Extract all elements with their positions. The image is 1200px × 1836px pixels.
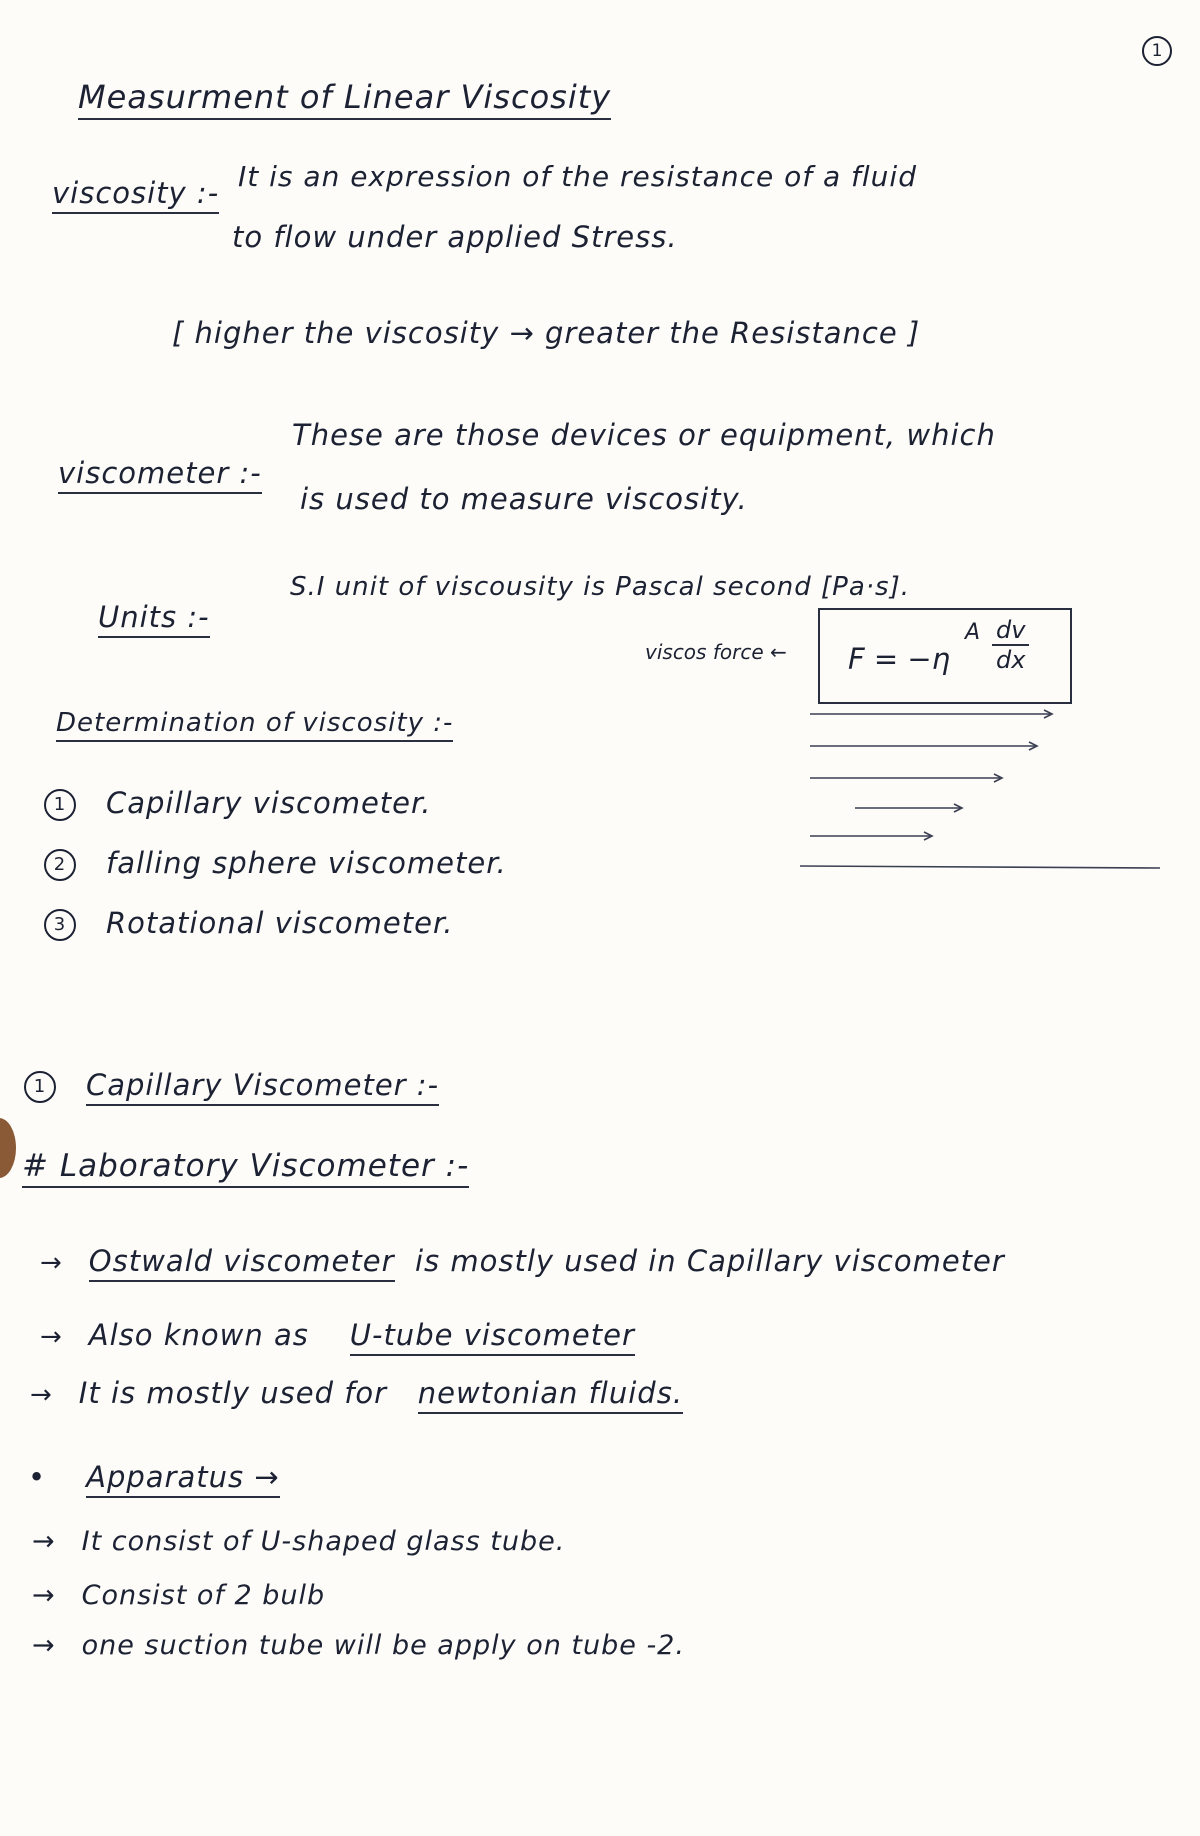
binder-hole-mark [0, 1118, 16, 1178]
point-lead: Ostwald viscometer [89, 1244, 395, 1282]
capillary-point-2 [40, 1318, 635, 1352]
capillary-point-1 [40, 1244, 1005, 1278]
arrow-marker: → [40, 1248, 63, 1278]
point-lead: It is mostly used for [78, 1376, 388, 1410]
determination-item-2 [44, 846, 507, 881]
formula-numerator: dv [992, 616, 1029, 646]
apparatus-heading-row [28, 1460, 280, 1494]
viscometer-line-2: is used to measure viscosity. [300, 482, 748, 516]
formula-denominator: dx [996, 646, 1026, 674]
point-rest: newtonian fluids. [418, 1376, 683, 1414]
viscometer-line-1: These are those devices or equipment, which [292, 418, 996, 452]
item-text: falling sphere viscometer. [106, 846, 507, 880]
item-number: 2 [44, 849, 76, 881]
arrow-marker: → [32, 1580, 56, 1611]
apparatus-item-3 [32, 1630, 685, 1661]
viscosity-term: viscosity :- [52, 176, 219, 214]
arrow-marker: → [32, 1630, 56, 1661]
units-term: Units :- [98, 600, 210, 638]
apparatus-item-2 [32, 1580, 325, 1611]
item-text: It consist of U-shaped glass tube. [81, 1526, 566, 1557]
item-number: 1 [44, 789, 76, 821]
units-text: S.I unit of viscousity is Pascal second [Pa·s]. [290, 572, 910, 602]
arrow-marker: → [40, 1322, 63, 1352]
item-text: Consist of 2 bulb [81, 1580, 326, 1611]
flow-layers-sketch [800, 700, 1180, 880]
capillary-point-3 [30, 1376, 683, 1410]
point-lead: Also known as [88, 1318, 309, 1352]
section-title: Capillary Viscometer :- [86, 1068, 439, 1106]
determination-item-3 [44, 906, 453, 941]
viscosity-line-2: to flow under applied Stress. [232, 220, 678, 254]
section-number: 1 [24, 1071, 56, 1103]
arrow-marker: → [32, 1526, 56, 1557]
point-rest: is mostly used in Capillary viscometer [414, 1244, 1005, 1278]
formula-main: F = −η [848, 642, 951, 676]
viscometer-term: viscometer :- [58, 456, 262, 494]
laboratory-heading: # Laboratory Viscometer :- [22, 1148, 469, 1188]
page-number: 1 [1142, 36, 1172, 66]
apparatus-heading: Apparatus → [86, 1460, 280, 1498]
point-rest: U-tube viscometer [350, 1318, 635, 1356]
viscous-force-label: viscos force ← [645, 640, 787, 664]
item-number: 3 [44, 909, 76, 941]
bracket-note: [ higher the viscosity → greater the Resistance ] [172, 316, 921, 350]
item-text: one suction tube will be apply on tube -2. [81, 1630, 685, 1661]
formula-area: A [965, 620, 981, 645]
item-text: Capillary viscometer. [106, 786, 432, 820]
bullet-dot-icon: • [28, 1460, 47, 1494]
page-title: Measurment of Linear Viscosity [78, 78, 611, 120]
arrow-marker: → [30, 1380, 53, 1410]
apparatus-item-1 [32, 1526, 565, 1557]
formula-fraction [992, 616, 1029, 674]
viscosity-line-1: It is an expression of the resistance of a fluid [238, 160, 917, 193]
capillary-heading [24, 1068, 439, 1103]
item-text: Rotational viscometer. [106, 906, 454, 940]
determination-heading: Determination of viscosity :- [56, 708, 453, 742]
determination-item-1 [44, 786, 431, 821]
